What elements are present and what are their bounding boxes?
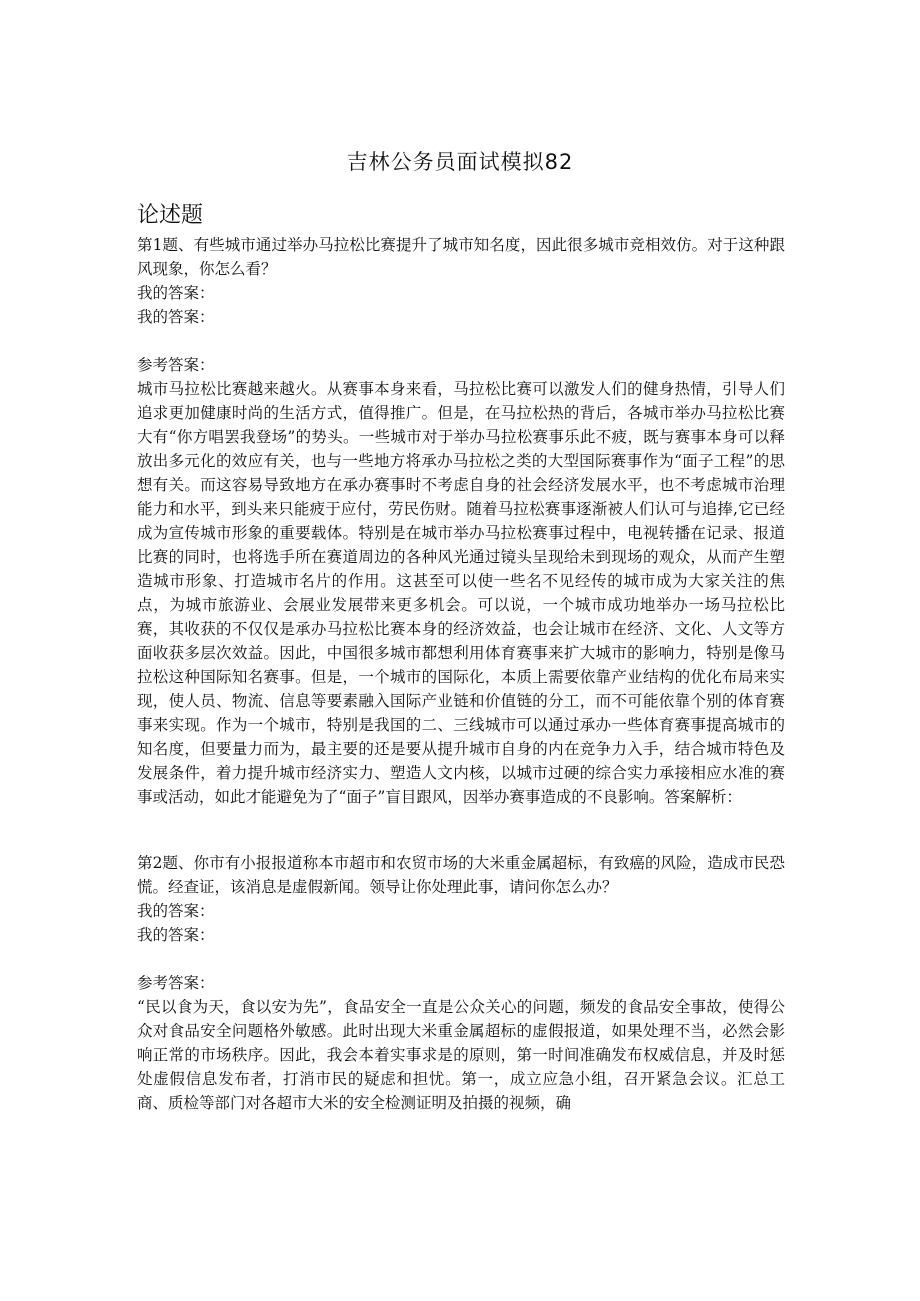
my-answer-label: 我的答案： <box>137 284 215 302</box>
reference-answer-label: 参考答案： <box>137 356 215 374</box>
section-title: 论述题 <box>137 203 204 228</box>
reference-answer-text: “民以食为天，食以安为先”，食品安全一直是公众关心的问题，频发的食品安全事故，使得公众对食品安全问题格外敏感。此时出现大米重金属超标的虚假报道，如果处理不当，必然会影响正常的市场秩序。因此，我会本着实事求是的原则，第一时间准确发布权威信息，并及时惩处虚假信息发布者，打消市民的疑虑和担忧。第一，成立应急小组，召开紧急会议。汇总工商、质检等部门对各超市大米的安全检测证明及拍摄的视频，确 <box>137 998 785 1112</box>
blank-line <box>137 329 785 353</box>
question-text: 第1题、有些城市通过举办马拉松比赛提升了城市知名度，因此很多城市竞相效仿。对于这种跟风现象，你怎么看？ <box>137 236 785 278</box>
blank-line <box>137 947 785 971</box>
document-title: 吉林公务员面试模拟82 <box>346 150 574 174</box>
question-block-1 <box>137 233 785 809</box>
question-text: 第2题、你市有小报报道称本市超市和农贸市场的大米重金属超标，有致癌的风险，造成市民恐慌。经查证，该消息是虚假新闻。领导让你处理此事，请问你怎么办？ <box>137 854 785 896</box>
my-answer-label: 我的答案： <box>137 308 215 326</box>
reference-answer-label: 参考答案： <box>137 974 215 992</box>
my-answer-label: 我的答案： <box>137 926 215 944</box>
my-answer-label: 我的答案： <box>137 902 215 920</box>
document-body <box>137 201 785 1115</box>
reference-answer-text: 城市马拉松比赛越来越火。从赛事本身来看，马拉松比赛可以激发人们的健身热情，引导人们追求更加健康时尚的生活方式，值得推广。但是，在马拉松热的背后，各城市举办马拉松比赛大有“你方唱罢我登场”的势头。一些城市对于举办马拉松赛事乐此不疲，既与赛事本身可以释放出多元化的效应有关，也与一些地方将承办马拉松之类的大型国际赛事作为“面子工程”的思想有关。而这容易导致地方在承办赛事时不考虑自身的社会经济发展水平，也不考虑城市治理能力和水平，到头来只能疲于应付，劳民伤财。随着马拉松赛事逐渐被人们认可与追捧,它已经成为宣传城市形象的重要载体。特别是在城市举办马拉松赛事过程中，电视转播在记录、报道比赛的同时，也将选手所在赛道周边的各种风光通过镜头呈现给未到现场的观众，从而产生塑造城市形象、打造城市名片的作用。这甚至可以使一些名不见经传的城市成为大家关注的焦点，为城市旅游业、会展业发展带来更多机会。可以说，一个城市成功地举办一场马拉松比赛，其收获的不仅仅是承办马拉松比赛本身的经济效益，也会让城市在经济、文化、人文等方面收获多层次效益。因此，中国很多城市都想利用体育赛事来扩大城市的影响力，特别是像马拉松这种国际知名赛事。但是，一个城市的国际化，本质上需要依靠产业结构的优化布局来实现，使人员、物流、信息等要素融入国际产业链和价值链的分工，而不可能依靠个别的体育赛事来实现。作为一个城市，特别是我国的二、三线城市可以通过承办一些体育赛事提高城市的知名度，但要量力而为，最主要的还是要从提升城市自身的内在竞争力入手，结合城市特色及发展条件，着力提升城市经济实力、塑造人文内核，以城市过硬的综合实力承接相应水准的赛事或活动，如此才能避免为了“面子”盲目跟风，因举办赛事造成的不良影响。答案解析： <box>137 380 785 806</box>
question-block-2 <box>137 851 785 1115</box>
question-gap <box>137 809 785 851</box>
